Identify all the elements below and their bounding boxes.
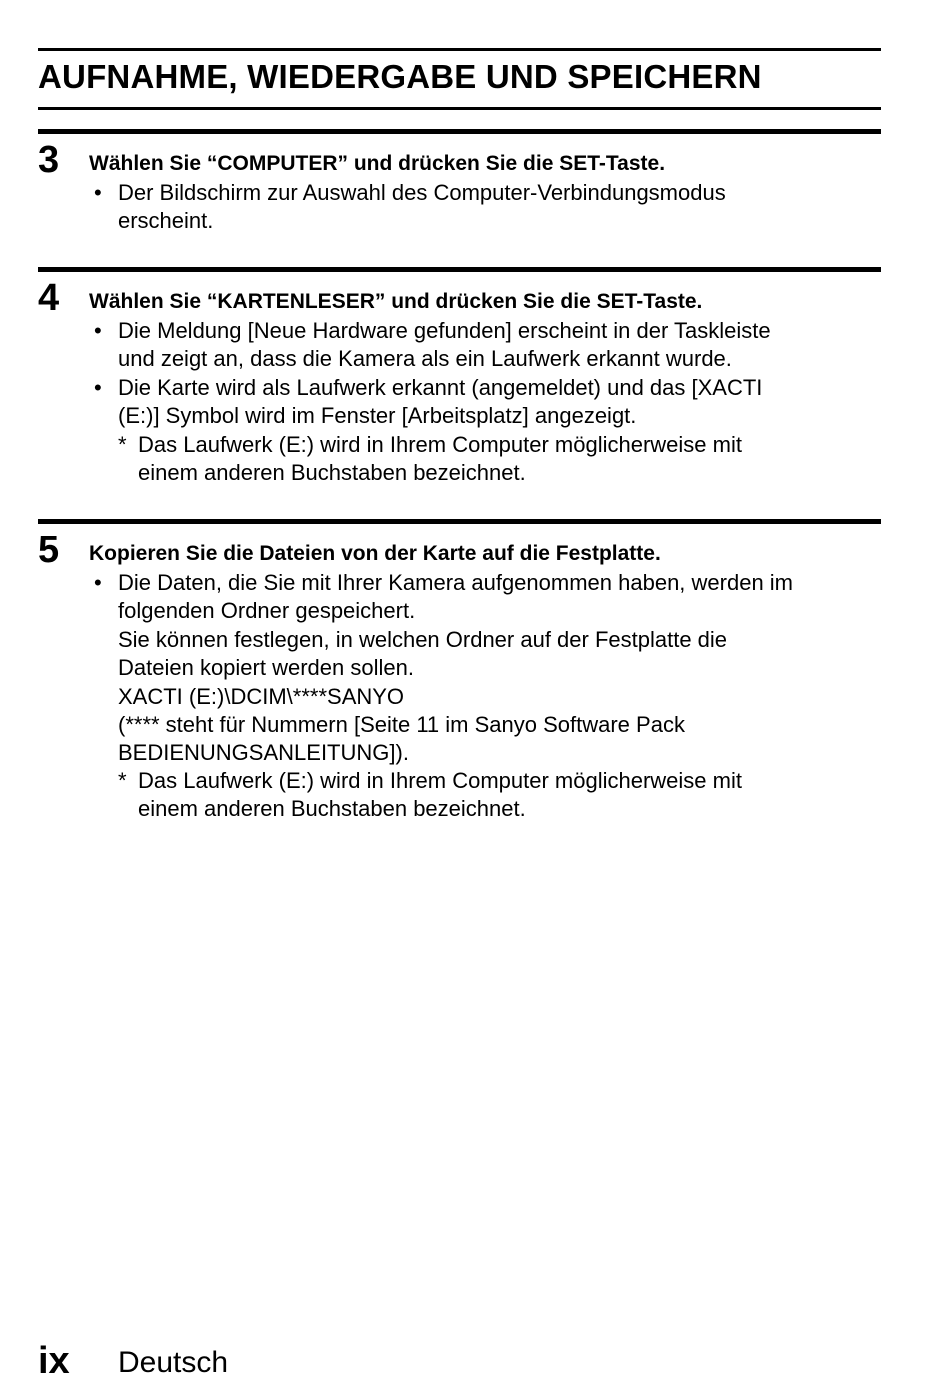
step-3-bullet-1-symbol: • <box>94 180 102 205</box>
page-number: ix <box>38 1340 70 1382</box>
step-4-number: 4 <box>38 277 60 319</box>
text-line: und zeigt an, dass die Kamera als ein Laufwerk erkannt wurde. <box>118 346 732 372</box>
step-4-bullet-1 <box>118 317 888 374</box>
step-5-rule <box>38 519 881 524</box>
step-4-heading: Wählen Sie “KARTENLESER” und drücken Sie die SET-Taste. <box>89 290 703 313</box>
step-4-bullet-1-symbol: • <box>94 318 102 343</box>
step-5-bullet-1-symbol: • <box>94 570 102 595</box>
step-3-number: 3 <box>38 139 60 181</box>
text-line: Die Daten, die Sie mit Ihrer Kamera aufgenommen haben, werden im <box>118 570 794 595</box>
step-3-heading: Wählen Sie “COMPUTER” und drücken Sie die SET-Taste. <box>89 152 666 175</box>
step-4-bullet-2 <box>118 374 888 431</box>
step-4-note-symbol: * <box>118 432 127 457</box>
step-5-bullet-1 <box>118 569 888 768</box>
text-line: Die Meldung [Neue Hardware gefunden] erscheint in der Taskleiste <box>118 318 771 343</box>
text-line: BEDIENUNGSANLEITUNG]). <box>118 740 409 766</box>
step-5-heading: Kopieren Sie die Dateien von der Karte auf die Festplatte. <box>89 542 661 565</box>
page-title: AUFNAHME, WIEDERGABE UND SPEICHERN <box>38 58 762 95</box>
step-4-note <box>138 431 908 488</box>
text-line: (E:)] Symbol wird im Fenster [Arbeitsplatz] angezeigt. <box>118 403 637 429</box>
step-3-bullet-1 <box>118 179 888 236</box>
title-bottom-rule <box>38 107 881 110</box>
step-5-note <box>138 767 908 824</box>
text-line: Sie können festlegen, in welchen Ordner auf der Festplatte die <box>118 626 728 652</box>
text-line: erscheint. <box>118 208 214 234</box>
text-line: Das Laufwerk (E:) wird in Ihrem Computer möglicherweise mit <box>138 768 742 793</box>
step-5-number: 5 <box>38 529 60 571</box>
text-line: Das Laufwerk (E:) wird in Ihrem Computer möglicherweise mit <box>138 432 742 457</box>
text-line: folgenden Ordner gespeichert. <box>118 598 416 624</box>
title-top-rule <box>38 48 881 51</box>
text-line: einem anderen Buchstaben bezeichnet. <box>138 460 526 486</box>
folder-path: XACTI (E:)\DCIM\****SANYO <box>118 683 405 709</box>
step-4-rule <box>38 267 881 272</box>
text-line: einem anderen Buchstaben bezeichnet. <box>138 796 526 822</box>
text-line: Dateien kopiert werden sollen. <box>118 655 414 681</box>
step-3-rule <box>38 129 881 134</box>
step-4-bullet-2-symbol: • <box>94 375 102 400</box>
text-line: Die Karte wird als Laufwerk erkannt (angemeldet) und das [XACTI <box>118 375 763 400</box>
step-5-note-symbol: * <box>118 768 127 793</box>
text-line: (**** steht für Nummern [Seite 11 im Sanyo Software Pack <box>118 712 685 738</box>
text-line: Der Bildschirm zur Auswahl des Computer-Verbindungsmodus <box>118 180 726 205</box>
footer-language: Deutsch <box>118 1346 229 1379</box>
